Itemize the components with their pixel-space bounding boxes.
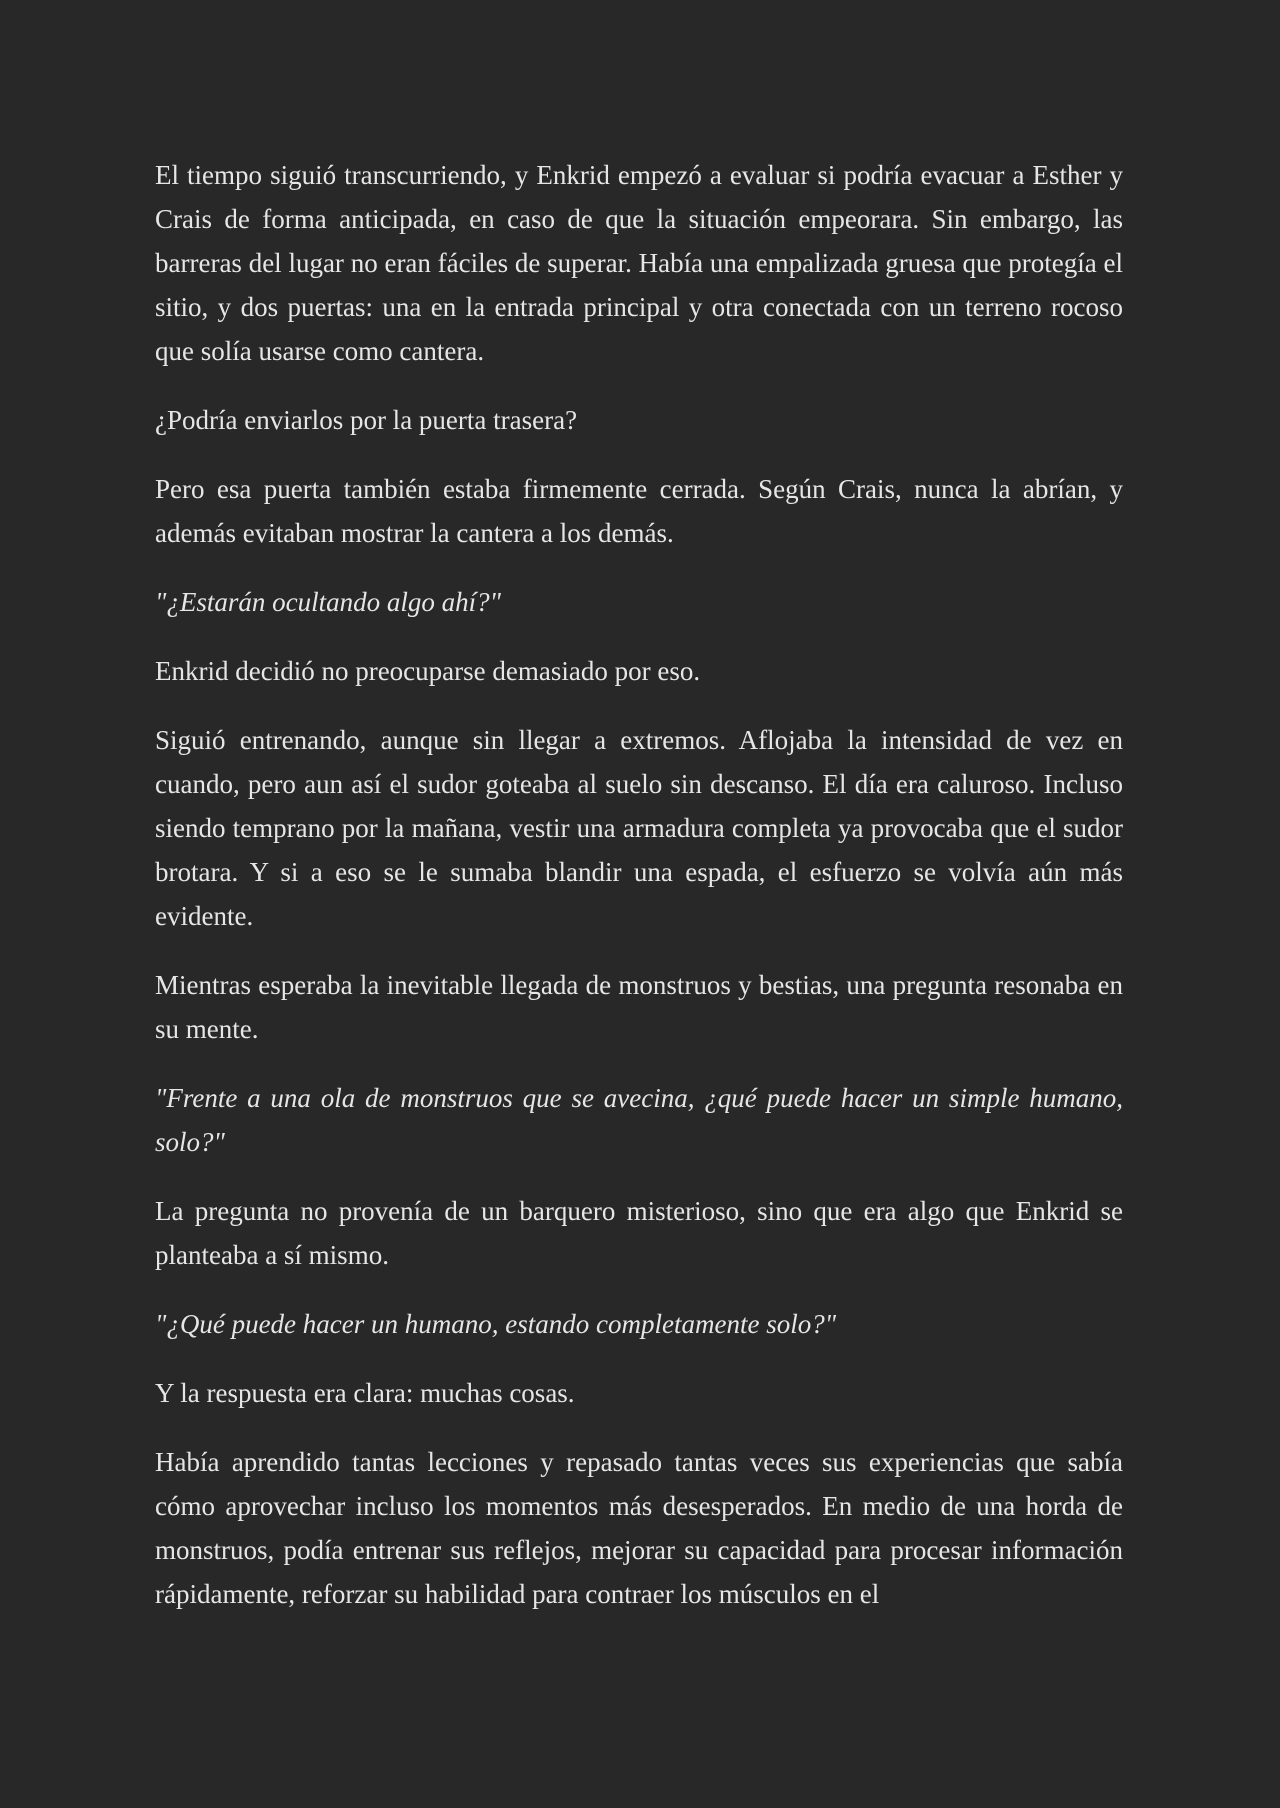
paragraph: La pregunta no provenía de un barquero misterioso, sino que era algo que Enkrid se planteaba a sí mismo. <box>155 1196 1123 1270</box>
paragraph-italic-thought: "Frente a una ola de monstruos que se avecina, ¿qué puede hacer un simple humano, solo?" <box>155 1083 1123 1157</box>
paragraph: Y la respuesta era clara: muchas cosas. <box>155 1378 575 1408</box>
paragraph: Había aprendido tantas lecciones y repasado tantas veces sus experiencias que sabía cómo aprovechar incluso los momentos más desesperados. En medio de una horda de monstruos, podía entrenar sus reflejos, mejorar su capacidad para procesar información rápidamente, reforzar su habilidad para contraer los músculos en el <box>155 1447 1123 1609</box>
reader-page <box>155 153 1123 1641</box>
paragraph-italic-thought: "¿Estarán ocultando algo ahí?" <box>155 587 501 617</box>
paragraph-italic-thought: "¿Qué puede hacer un humano, estando completamente solo?" <box>155 1309 837 1339</box>
paragraph: Enkrid decidió no preocuparse demasiado por eso. <box>155 656 701 686</box>
paragraph: El tiempo siguió transcurriendo, y Enkrid empezó a evaluar si podría evacuar a Esther y Crais de forma anticipada, en caso de que la situación empeorara. Sin embargo, las barreras del lugar no eran fáciles de superar. Había una empalizada gruesa que protegía el sitio, y dos puertas: una en la entrada principal y otra conectada con un terreno rocoso que solía usarse como cantera. <box>155 160 1123 366</box>
paragraph: Pero esa puerta también estaba firmemente cerrada. Según Crais, nunca la abrían, y además evitaban mostrar la cantera a los demás. <box>155 474 1123 548</box>
paragraph: ¿Podría enviarlos por la puerta trasera? <box>155 405 578 435</box>
paragraph: Siguió entrenando, aunque sin llegar a extremos. Aflojaba la intensidad de vez en cuando, pero aun así el sudor goteaba al suelo sin descanso. El día era caluroso. Incluso siendo temprano por la mañana, vestir una armadura completa ya provocaba que el sudor brotara. Y si a eso se le sumaba blandir una espada, el esfuerzo se volvía aún más evidente. <box>155 725 1123 931</box>
paragraph: Mientras esperaba la inevitable llegada de monstruos y bestias, una pregunta resonaba en su mente. <box>155 970 1123 1044</box>
